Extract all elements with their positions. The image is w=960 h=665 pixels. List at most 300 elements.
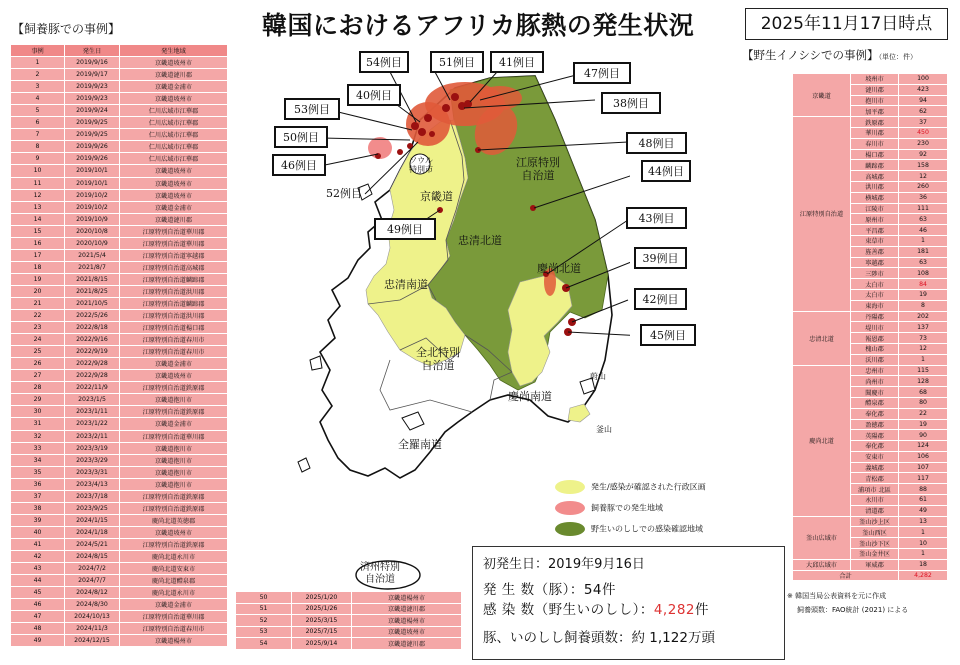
table-row: [11, 514, 228, 526]
table-cell: 32: [11, 430, 65, 442]
table-cell: 2025/3/15: [292, 615, 352, 627]
table-cell: 慶尚北道永川市: [120, 550, 228, 562]
table-row: [11, 466, 228, 478]
table-cell: 2019/10/9: [65, 213, 120, 225]
table-cell: 江原特別自治道高城郡: [120, 261, 228, 273]
table-cell: 2021/8/25: [65, 285, 120, 297]
region-cell: 江原特別自治道: [793, 117, 851, 311]
table-cell: 43: [11, 563, 65, 575]
table-cell: 仁川広域市江華郡: [120, 117, 228, 129]
count-cell: 90: [899, 430, 948, 441]
count-cell: 1: [899, 549, 948, 560]
area-cell: 盈徳郡: [851, 419, 899, 430]
count-cell: 111: [899, 203, 948, 214]
table-cell: 2021/10/5: [65, 297, 120, 309]
table-cell: 2019/9/17: [65, 69, 120, 81]
date-box: 2025年11月17日時点: [745, 8, 948, 40]
count-cell: 12: [899, 343, 948, 354]
boar-unit: （単位：件）: [878, 53, 918, 61]
table-cell: 仁川広域市江華郡: [120, 153, 228, 165]
table-cell: 33: [11, 442, 65, 454]
boar-cases-title: 【野生イノシシでの事例】（単位：件）: [742, 48, 918, 62]
table-row: [236, 615, 462, 627]
table-cell: 2019/9/26: [65, 141, 120, 153]
area-cell: 釜山沙上区: [851, 516, 899, 527]
table-header-row: [11, 45, 228, 57]
table-cell: 42: [11, 550, 65, 562]
island: [310, 356, 322, 370]
table-cell: 2023/4/13: [65, 478, 120, 490]
table-cell: 2023/3/29: [65, 454, 120, 466]
case-label-44: 44例目: [641, 160, 691, 182]
table-cell: 44: [11, 575, 65, 587]
table-cell: 2024/10/13: [65, 611, 120, 623]
table-row: [793, 74, 948, 85]
area-cell: 奉化郡: [851, 408, 899, 419]
table-cell: 京畿道楊州市: [120, 635, 228, 647]
case-label-45: 45例目: [640, 324, 696, 346]
table-cell: 2019/9/25: [65, 117, 120, 129]
area-cell: 横城郡: [851, 192, 899, 203]
table-cell: 2024/8/12: [65, 587, 120, 599]
region-jeju: 済州特別 自治道: [360, 562, 400, 585]
table-cell: 27: [11, 370, 65, 382]
table-cell: 2019/10/2: [65, 201, 120, 213]
table-cell: 江原特別自治道華川郡: [120, 225, 228, 237]
table-cell: 49: [11, 635, 65, 647]
table-row: [11, 189, 228, 201]
table-row: [11, 153, 228, 165]
table-cell: 29: [11, 394, 65, 406]
table-row: [11, 358, 228, 370]
table-row: [11, 635, 228, 647]
table-cell: 50: [236, 592, 292, 604]
count-cell: 84: [899, 279, 948, 290]
area-cell: 釜山西区: [851, 527, 899, 538]
table-cell: 2023/7/18: [65, 490, 120, 502]
table-cell: 京畿道坡州市: [120, 177, 228, 189]
table-cell: 13: [11, 201, 65, 213]
table-row: [11, 334, 228, 346]
table-cell: 6: [11, 117, 65, 129]
table-cell: 39: [11, 514, 65, 526]
table-cell: 江原特別自治道鉄原郡: [120, 490, 228, 502]
count-cell: 1: [899, 527, 948, 538]
area-cell: 高城郡: [851, 171, 899, 182]
area-cell: 忠州市: [851, 365, 899, 376]
table-row: [11, 538, 228, 550]
table-row: [11, 442, 228, 454]
summary-pig-count: 発 生 数（豚）：54件: [483, 582, 617, 598]
outbreak-point: [418, 128, 426, 136]
table-row: [11, 370, 228, 382]
table-cell: 45: [11, 587, 65, 599]
table-row: [11, 273, 228, 285]
case-label-41: 41例目: [490, 51, 544, 73]
case-label-48: 48例目: [626, 132, 687, 154]
region-cell: 釜山広域市: [793, 516, 851, 559]
table-cell: 52: [236, 615, 292, 627]
area-cell: 三陟市: [851, 268, 899, 279]
legend-yellow-swatch: [555, 480, 585, 494]
table-row: [11, 478, 228, 490]
count-cell: 63: [899, 214, 948, 225]
count-cell: 202: [899, 311, 948, 322]
outbreak-point: [451, 93, 459, 101]
table-cell: 慶尚北道醴泉郡: [120, 575, 228, 587]
region-cell: 大邱広域市: [793, 559, 851, 570]
table-cell: 12: [11, 189, 65, 201]
area-cell: 洪川郡: [851, 181, 899, 192]
table-cell: 京畿道抱川市: [120, 466, 228, 478]
table-cell: 江原特別自治道洪川郡: [120, 310, 228, 322]
table-cell: 2024/11/3: [65, 623, 120, 635]
table-cell: 江原特別自治道華川郡: [120, 611, 228, 623]
table-cell: 江原特別自治道春川市: [120, 623, 228, 635]
table-cell: 21: [11, 297, 65, 309]
table-cell: 慶尚北道英徳郡: [120, 514, 228, 526]
case-label-47: 47例目: [573, 62, 631, 84]
legend-yellow: [555, 480, 706, 494]
legend-green-swatch: [555, 522, 585, 536]
region-cell: 京畿道: [793, 74, 851, 117]
table-cell: 2023/1/22: [65, 418, 120, 430]
area-cell: 釜山金井区: [851, 549, 899, 560]
table-row: [236, 603, 462, 615]
table-cell: 京畿道坡州市: [120, 165, 228, 177]
table-cell: 京畿道漣川郡: [120, 213, 228, 225]
area-cell: 平昌郡: [851, 225, 899, 236]
table-row: [11, 550, 228, 562]
count-cell: 22: [899, 408, 948, 419]
table-cell: 慶尚北道安東市: [120, 563, 228, 575]
table-cell: 2023/3/31: [65, 466, 120, 478]
table-cell: 3: [11, 81, 65, 93]
table-cell: 18: [11, 261, 65, 273]
table-row: [11, 430, 228, 442]
table-cell: 京畿道漣川郡: [120, 69, 228, 81]
table-row: [11, 105, 228, 117]
legend-pink-swatch: [555, 501, 585, 515]
case-label-42: 42例目: [634, 288, 687, 310]
table-cell: 2024/7/7: [65, 575, 120, 587]
table-cell: 京畿道漣川郡: [352, 638, 462, 650]
table-cell: 2022/9/28: [65, 370, 120, 382]
table-row: [11, 502, 228, 514]
table-cell: 10: [11, 165, 65, 177]
island: [298, 458, 310, 472]
summary-box: [472, 546, 785, 660]
area-cell: 安東市: [851, 451, 899, 462]
count-cell: 63: [899, 257, 948, 268]
area-cell: 鉄原郡: [851, 117, 899, 128]
table-row: [11, 587, 228, 599]
table-cell: 江原特別自治道華川郡: [120, 237, 228, 249]
city-seoul: ソウル 特別市: [409, 156, 433, 174]
table-cell: 江原特別自治道麟蹄郡: [120, 273, 228, 285]
area-cell: 尚州市: [851, 376, 899, 387]
area-cell: 太白市: [851, 279, 899, 290]
table-cell: 2025/1/20: [292, 592, 352, 604]
table-cell: 2024/1/18: [65, 526, 120, 538]
table-cell: 京畿道坡州市: [120, 189, 228, 201]
table-cell: 京畿道金浦市: [120, 358, 228, 370]
table-cell: 慶尚北道永川市: [120, 587, 228, 599]
count-cell: 80: [899, 397, 948, 408]
table-cell: 2023/1/5: [65, 394, 120, 406]
table-cell: 4: [11, 93, 65, 105]
table-cell: 京畿道坡州市: [120, 57, 228, 69]
table-cell: 2019/10/1: [65, 165, 120, 177]
table-row: [11, 69, 228, 81]
table-cell: 2019/9/26: [65, 153, 120, 165]
area-cell: 寧越郡: [851, 257, 899, 268]
region-gyeonggi: 京畿道: [420, 190, 453, 203]
table-row: [11, 599, 228, 611]
table-cell: 2022/9/16: [65, 334, 120, 346]
table-row: [793, 516, 948, 527]
area-cell: 束草市: [851, 235, 899, 246]
table-row: [11, 141, 228, 153]
total-value: 4,282: [899, 570, 948, 581]
legend-yellow-label: 発生/感染が確認された行政区画: [591, 482, 706, 492]
count-cell: 115: [899, 365, 948, 376]
area-cell: 太白市: [851, 289, 899, 300]
table-cell: 京畿道抱川市: [120, 478, 228, 490]
table-cell: 36: [11, 478, 65, 490]
count-cell: 181: [899, 246, 948, 257]
total-label: 合計: [793, 570, 899, 581]
table-row: [11, 117, 228, 129]
outbreak-point: [411, 122, 419, 130]
region-gangwon: 江原特別 自治道: [516, 156, 560, 182]
area-cell: 東海市: [851, 300, 899, 311]
city-ulsan: 蔚山: [590, 372, 606, 381]
count-cell: 36: [899, 192, 948, 203]
table-cell: 15: [11, 225, 65, 237]
count-cell: 450: [899, 127, 948, 138]
case-label-43: 43例目: [626, 207, 687, 229]
table-cell: 2023/3/19: [65, 442, 120, 454]
table-cell: 46: [11, 599, 65, 611]
table-cell: 2019/9/25: [65, 129, 120, 141]
table-cell: 7: [11, 129, 65, 141]
table-cell: 22: [11, 310, 65, 322]
table-cell: 2022/11/9: [65, 382, 120, 394]
table-cell: 京畿道抱川市: [120, 442, 228, 454]
table-cell: 仁川広域市江華郡: [120, 141, 228, 153]
table-cell: 京畿道坡州市: [352, 626, 462, 638]
table-cell: 24: [11, 334, 65, 346]
table-cell: 江原特別自治道鉄原郡: [120, 538, 228, 550]
table-cell: 2019/10/1: [65, 177, 120, 189]
table-row: [793, 311, 948, 322]
area-cell: 原州市: [851, 214, 899, 225]
table-cell: 2021/8/15: [65, 273, 120, 285]
table-row: [11, 346, 228, 358]
table-row: [236, 592, 462, 604]
table-row: [793, 365, 948, 376]
table-cell: 2024/8/15: [65, 550, 120, 562]
table-cell: 2: [11, 69, 65, 81]
table-cell: 江原特別自治道鉄原郡: [120, 382, 228, 394]
case-label-40: 40例目: [347, 84, 401, 106]
region-chungnam: 忠清南道: [384, 278, 428, 291]
count-cell: 107: [899, 462, 948, 473]
count-cell: 106: [899, 451, 948, 462]
table-row: [11, 201, 228, 213]
table-cell: 2020/10/9: [65, 237, 120, 249]
count-cell: 1: [899, 235, 948, 246]
table-cell: 37: [11, 490, 65, 502]
table-row: [11, 213, 228, 225]
table-cell: 17: [11, 249, 65, 261]
area-cell: 漣川郡: [851, 84, 899, 95]
table-row: [236, 638, 462, 650]
table-cell: 発生地域: [120, 45, 228, 57]
table-cell: 江原特別自治道洪川郡: [120, 285, 228, 297]
table-row: [793, 117, 948, 128]
table-cell: 53: [236, 626, 292, 638]
area-cell: 加平郡: [851, 106, 899, 117]
count-cell: 158: [899, 160, 948, 171]
table-cell: 京畿道金浦市: [120, 81, 228, 93]
table-cell: 54: [236, 638, 292, 650]
table-cell: 2019/9/24: [65, 105, 120, 117]
table-cell: 京畿道抱川市: [120, 394, 228, 406]
total-row: [793, 570, 948, 581]
farm-cases-table-continued: [235, 591, 462, 650]
table-row: [11, 225, 228, 237]
table-cell: 14: [11, 213, 65, 225]
table-cell: 発生日: [65, 45, 120, 57]
table-cell: 5: [11, 105, 65, 117]
region-jeonnam: 全羅南道: [398, 438, 442, 451]
count-cell: 19: [899, 419, 948, 430]
table-cell: 47: [11, 611, 65, 623]
table-row: [793, 559, 948, 570]
count-cell: 18: [899, 559, 948, 570]
case-label-38: 38例目: [601, 92, 661, 114]
table-cell: 2022/9/19: [65, 346, 120, 358]
table-cell: 京畿道金浦市: [120, 201, 228, 213]
table-cell: 30: [11, 406, 65, 418]
table-cell: 2024/7/2: [65, 563, 120, 575]
outbreak-point: [442, 104, 450, 112]
table-cell: 38: [11, 502, 65, 514]
area-cell: 堤川市: [851, 322, 899, 333]
table-cell: 京畿道坡州市: [120, 526, 228, 538]
count-cell: 49: [899, 505, 948, 516]
count-cell: 13: [899, 516, 948, 527]
table-row: [11, 177, 228, 189]
table-cell: 江原特別自治道鉄原郡: [120, 406, 228, 418]
area-cell: 青松郡: [851, 473, 899, 484]
area-cell: 聞慶市: [851, 387, 899, 398]
table-cell: 江原特別自治道春川市: [120, 346, 228, 358]
count-cell: 100: [899, 74, 948, 85]
outbreak-point: [397, 149, 403, 155]
table-cell: 2025/1/26: [292, 603, 352, 615]
legend-green-label: 野生いのししでの感染確認地域: [591, 524, 703, 534]
table-cell: 2021/5/4: [65, 249, 120, 261]
area-cell: 江陵市: [851, 203, 899, 214]
table-cell: 2024/8/30: [65, 599, 120, 611]
table-row: [11, 93, 228, 105]
count-cell: 260: [899, 181, 948, 192]
area-cell: 浦項市 北區: [851, 484, 899, 495]
table-row: [11, 165, 228, 177]
area-cell: 永川市: [851, 495, 899, 506]
count-cell: 19: [899, 289, 948, 300]
table-cell: 2019/9/23: [65, 81, 120, 93]
area-cell: 清道郡: [851, 505, 899, 516]
count-cell: 68: [899, 387, 948, 398]
table-row: [236, 626, 462, 638]
table-cell: 31: [11, 418, 65, 430]
area-cell: 義城郡: [851, 462, 899, 473]
area-cell: 丹陽郡: [851, 311, 899, 322]
table-row: [11, 129, 228, 141]
count-cell: 61: [899, 495, 948, 506]
case-label-51: 51例目: [430, 51, 484, 73]
table-row: [11, 261, 228, 273]
table-cell: 8: [11, 141, 65, 153]
region-cell: 忠清北道: [793, 311, 851, 365]
area-cell: 沃川郡: [851, 354, 899, 365]
area-cell: 槐山郡: [851, 343, 899, 354]
count-cell: 137: [899, 322, 948, 333]
table-cell: 28: [11, 382, 65, 394]
table-row: [11, 285, 228, 297]
table-cell: 2019/9/16: [65, 57, 120, 69]
area-cell: 春川市: [851, 138, 899, 149]
table-row: [11, 297, 228, 309]
count-cell: 10: [899, 538, 948, 549]
count-cell: 423: [899, 84, 948, 95]
table-cell: 20: [11, 285, 65, 297]
summary-first-date: 初発生日：2019年9月16日: [483, 557, 645, 572]
outbreak-point: [424, 114, 432, 122]
table-cell: 2023/1/11: [65, 406, 120, 418]
table-row: [11, 406, 228, 418]
case-label-54: 54例目: [359, 51, 409, 73]
table-cell: 江原特別自治道春川市: [120, 334, 228, 346]
farm-cases-table: [10, 44, 228, 647]
area-cell: 奉化郡: [851, 441, 899, 452]
area-cell: 坡州市: [851, 74, 899, 85]
source-note: [787, 589, 908, 617]
table-cell: 41: [11, 538, 65, 550]
table-cell: 19: [11, 273, 65, 285]
table-cell: 京畿道抱川市: [120, 454, 228, 466]
table-cell: 京畿道坡州市: [120, 93, 228, 105]
count-cell: 12: [899, 171, 948, 182]
area-cell: 抱川市: [851, 95, 899, 106]
table-cell: 2020/10/8: [65, 225, 120, 237]
case-label-49: 49例目: [374, 218, 436, 240]
table-row: [11, 322, 228, 334]
count-cell: 230: [899, 138, 948, 149]
count-cell: 8: [899, 300, 948, 311]
count-cell: 94: [899, 95, 948, 106]
case-label-53: 53例目: [284, 98, 340, 120]
table-cell: 2024/12/15: [65, 635, 120, 647]
table-cell: 2019/10/2: [65, 189, 120, 201]
table-cell: 2024/1/15: [65, 514, 120, 526]
table-cell: 2023/9/25: [65, 502, 120, 514]
summary-livestock: 豚、いのしし飼養頭数：約 1,122万頭: [483, 630, 715, 646]
